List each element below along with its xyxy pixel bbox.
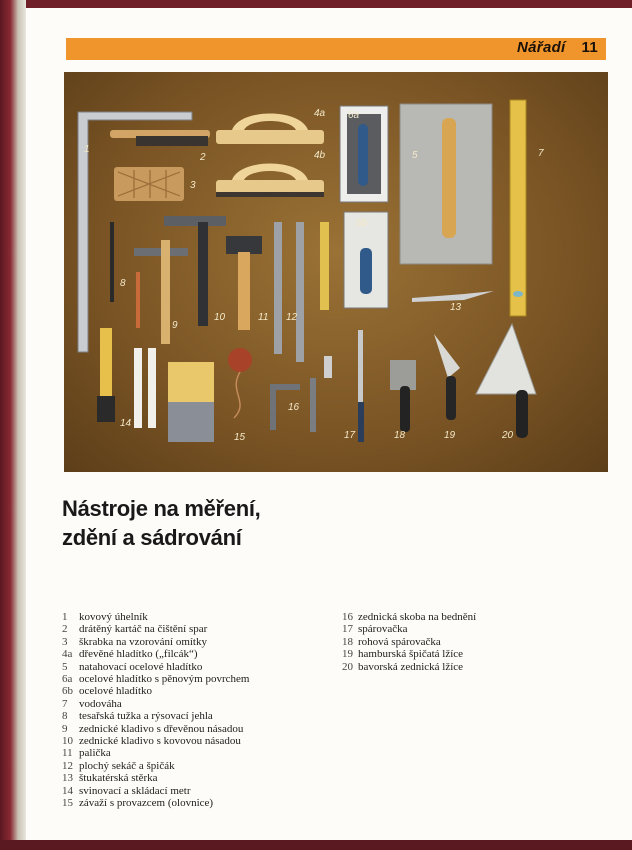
legend-number: 16 bbox=[342, 611, 353, 623]
legend-number: 6b bbox=[62, 685, 73, 698]
legend-right bbox=[342, 611, 476, 673]
legend-text: hamburská špičatá lžíce bbox=[358, 648, 464, 661]
legend-text: ocelové hladítko s pěnovým povrchem bbox=[79, 673, 250, 686]
legend-number: 15 bbox=[62, 797, 73, 810]
legend-item bbox=[342, 661, 476, 673]
legend-item bbox=[62, 623, 249, 635]
figure-label-16: 16 bbox=[288, 402, 300, 413]
legend-item bbox=[342, 648, 476, 660]
legend-item bbox=[62, 797, 249, 809]
page-bottom-edge bbox=[0, 840, 632, 850]
legend-left bbox=[62, 611, 249, 810]
legend-item bbox=[342, 636, 476, 648]
legend-text: palička bbox=[79, 747, 111, 760]
legend-number: 7 bbox=[62, 697, 68, 710]
legend-item bbox=[62, 710, 249, 722]
page-title bbox=[62, 494, 261, 552]
figure-label-20: 20 bbox=[502, 430, 514, 441]
title-line-2: zdění a sádrování bbox=[62, 525, 242, 550]
legend-text: kovový úhelník bbox=[79, 611, 148, 623]
figure-label-4a: 4a bbox=[314, 108, 326, 119]
figure-label-5: 5 bbox=[412, 150, 418, 161]
legend-item bbox=[62, 723, 249, 735]
figure-label-1: 1 bbox=[84, 144, 90, 155]
legend-number: 3 bbox=[62, 635, 68, 648]
legend-number: 20 bbox=[342, 660, 353, 673]
legend-number: 4a bbox=[62, 648, 73, 661]
legend-text: závaží s provazcem (olovnice) bbox=[79, 797, 214, 810]
figure-label-10: 10 bbox=[214, 312, 226, 323]
legend-text: dřevěné hladítko („filcák“) bbox=[79, 648, 198, 661]
figure-label-18: 18 bbox=[394, 430, 406, 441]
legend-item bbox=[62, 648, 249, 660]
figure-label-14: 14 bbox=[120, 418, 132, 429]
legend-number: 11 bbox=[62, 747, 73, 760]
legend-text: zednické kladivo s dřevěnou násadou bbox=[79, 722, 244, 735]
title-line-1: Nástroje na měření, bbox=[62, 496, 261, 521]
legend-item bbox=[62, 685, 249, 697]
figure-label-13: 13 bbox=[450, 302, 462, 313]
figure-label-15: 15 bbox=[234, 432, 246, 443]
legend-number: 19 bbox=[342, 648, 353, 661]
figure-label-11: 11 bbox=[258, 312, 269, 323]
figure-label-9: 9 bbox=[172, 320, 178, 331]
figure-label-6a: 6a bbox=[348, 110, 360, 121]
legend-number: 13 bbox=[62, 772, 73, 785]
running-header bbox=[517, 39, 598, 56]
legend-item bbox=[62, 735, 249, 747]
legend-text: štukatérská stěrka bbox=[79, 772, 158, 785]
figure-label-8: 8 bbox=[120, 278, 126, 289]
legend-text: svinovací a skládací metr bbox=[79, 784, 191, 797]
legend-text: škrabka na vzorování omítky bbox=[79, 635, 207, 648]
legend-text: ocelové hladítko bbox=[79, 685, 153, 698]
tools-illustration bbox=[64, 72, 608, 472]
legend-text: rohová spárovačka bbox=[358, 635, 441, 648]
legend-item bbox=[62, 747, 249, 759]
legend-item bbox=[62, 698, 249, 710]
legend-text: plochý sekáč a špičák bbox=[79, 759, 175, 772]
legend-number: 10 bbox=[62, 735, 73, 748]
legend-item bbox=[62, 673, 249, 685]
legend-text: vodováha bbox=[79, 697, 122, 710]
figure-label-17: 17 bbox=[344, 430, 356, 441]
legend-item bbox=[62, 661, 249, 673]
header-bar bbox=[66, 38, 606, 60]
legend-text: zednická skoba na bednění bbox=[358, 611, 477, 623]
book-spine bbox=[0, 0, 26, 850]
legend-number: 12 bbox=[62, 759, 73, 772]
legend-text: zednické kladivo s kovovou násadou bbox=[79, 735, 241, 748]
legend-number: 6a bbox=[62, 673, 73, 686]
legend-item bbox=[62, 760, 249, 772]
legend-number: 8 bbox=[62, 710, 68, 723]
legend-number: 9 bbox=[62, 722, 68, 735]
legend-number: 1 bbox=[62, 611, 68, 623]
legend-number: 2 bbox=[62, 623, 68, 636]
legend-number: 14 bbox=[62, 784, 73, 797]
legend-item bbox=[62, 611, 249, 623]
legend-item bbox=[62, 772, 249, 784]
figure-label-2: 2 bbox=[200, 152, 206, 163]
legend-number: 17 bbox=[342, 623, 353, 636]
legend-text: spárovačka bbox=[358, 623, 408, 636]
legend-item bbox=[342, 623, 476, 635]
section-title: Nářadí bbox=[517, 39, 566, 56]
legend-text: drátěný kartáč na čištění spar bbox=[79, 623, 208, 636]
legend-text: tesařská tužka a rýsovací jehla bbox=[79, 710, 213, 723]
legend-number: 5 bbox=[62, 660, 68, 673]
legend-text: bavorská zednická lžíce bbox=[358, 660, 464, 673]
legend-text: natahovací ocelové hladítko bbox=[79, 660, 203, 673]
page-number: 11 bbox=[581, 39, 598, 56]
figure-label-4b: 4b bbox=[314, 150, 326, 161]
figure-label-19: 19 bbox=[444, 430, 456, 441]
figure-label-12: 12 bbox=[286, 312, 298, 323]
figure-label-6b: 6b bbox=[356, 218, 368, 229]
legend-item bbox=[62, 636, 249, 648]
legend-item bbox=[62, 785, 249, 797]
figure-label-3: 3 bbox=[190, 180, 196, 191]
legend-item bbox=[342, 611, 476, 623]
figure-label-7: 7 bbox=[538, 148, 544, 159]
legend-number: 18 bbox=[342, 635, 353, 648]
tools-photo bbox=[64, 72, 608, 472]
